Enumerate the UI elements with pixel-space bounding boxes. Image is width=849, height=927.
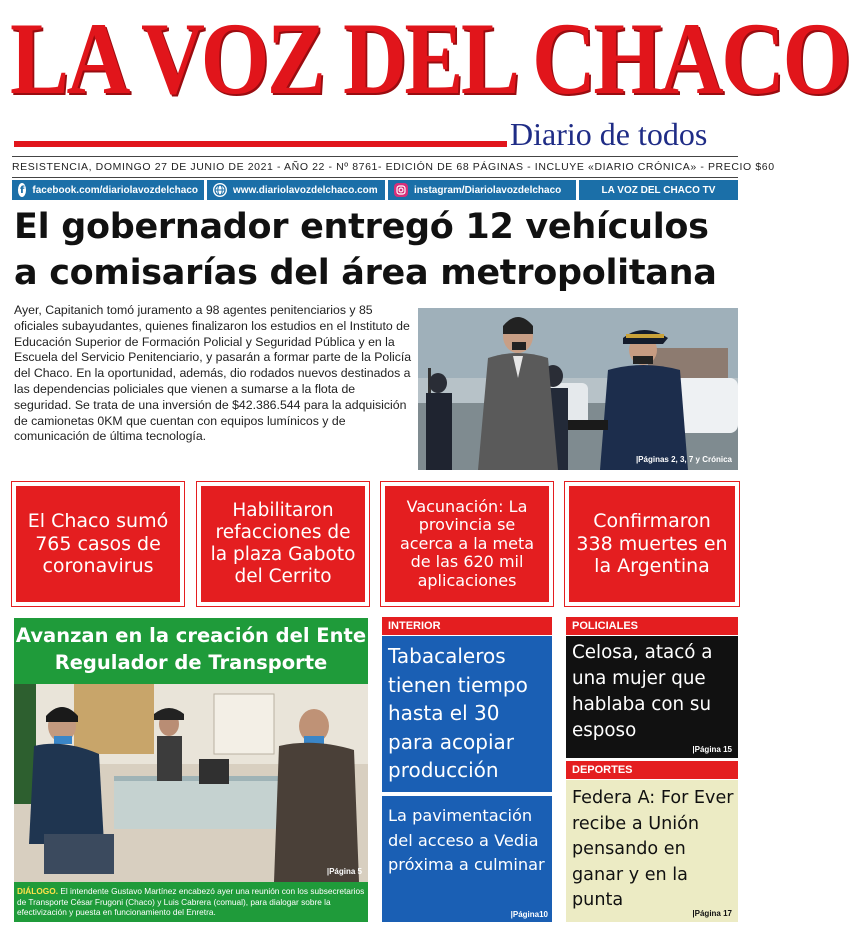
main-headline-line-2: a comisarías del área metropolitana <box>14 253 717 293</box>
masthead <box>0 0 849 160</box>
deportes-story[interactable] <box>566 780 738 922</box>
policiales-story[interactable] <box>566 636 738 758</box>
globe-icon <box>213 183 227 197</box>
social-bar <box>12 180 738 200</box>
teaser-vacunacion-text: Vacunación: La provincia se acerca a la meta de las 620 mil aplicaciones <box>399 497 535 590</box>
interior-page-ref: |Página10 <box>510 910 548 919</box>
policiales-story-text: Celosa, atacó a una mujer que hablaba con su esposo <box>572 642 713 741</box>
interior-story-tabacaleros-text: Tabacaleros tienen tiempo hasta el 30 para acopiar producción <box>388 644 528 782</box>
transport-headline: Avanzan en la creación del Ente Regulador de Transporte <box>15 624 367 674</box>
facebook-icon: f <box>18 183 26 197</box>
meeting-photo[interactable] <box>14 684 368 882</box>
interior-story-vedia-text: La pavimentación del acceso a Vedia próxima a culminar <box>388 806 545 874</box>
teaser-covid-chaco-text: El Chaco sumó 765 casos de coronavirus <box>27 509 169 578</box>
transport-caption-text: El intendente Gustavo Martínez encabezó ayer una reunión con los subsecretarios de Transporte César Frugoni (Chaco) y Luis Cabrera (comual), para dialogar sobre la efectivización y puesta en funcionamiento del Enretra. <box>17 886 365 918</box>
teaser-plaza-gaboto[interactable] <box>197 482 369 606</box>
main-photo-caption: |Páginas 2, 3, 7 y Crónica <box>635 455 732 464</box>
newspaper-title: LA VOZ DEL CHACO <box>10 2 849 116</box>
tv-link[interactable] <box>579 180 738 200</box>
facebook-link[interactable] <box>12 180 204 200</box>
teaser-muertes-argentina-text: Confirmaron 338 muertes en la Argentina <box>576 509 728 578</box>
main-lead: Ayer, Capitanich tomó juramento a 98 agentes penitenciarios y 85 oficiales subayudantes, quienes finalizaron los estudios en el Instituto de Educación Superior de Formación Policial y Seguridad Pública y en la Escuela del Servicio Penitenciario, y pasarán a formar parte de la Policía del Chaco. En la oportunidad, además, dio rodados nuevos destinados a las dependencias policiales que vienen a sumarse a la flota de seguridad. Se trata de una inversión de $42.386.544 para la adquisición de camionetas 0KM que cuentan con equipos lumínicos y de comunicación de última tecnología. <box>14 303 412 444</box>
ceremony-illustration <box>418 308 738 470</box>
policiales-page-ref: |Página 15 <box>692 745 732 754</box>
deportes-page-ref: |Página 17 <box>692 909 732 918</box>
meeting-illustration <box>14 684 368 882</box>
interior-story-vedia[interactable] <box>382 796 552 922</box>
teaser-covid-chaco[interactable] <box>12 482 184 606</box>
instagram-link[interactable] <box>388 180 576 200</box>
teaser-vacunacion[interactable] <box>381 482 553 606</box>
tv-label: LA VOZ DEL CHACO TV <box>601 184 716 196</box>
instagram-icon <box>394 183 408 197</box>
instagram-label: instagram/Diariolavozdelchaco <box>414 184 562 196</box>
dateline: RESISTENCIA, DOMINGO 27 DE JUNIO DE 2021 - AÑO 22 - Nº 8761- EDICIÓN DE 68 PÁGINAS - INCLUYE «DIARIO CRÓNICA» - PRECIO $60 <box>12 156 738 178</box>
teaser-plaza-gaboto-text: Habilitaron refacciones de la plaza Gaboto del Cerrito <box>210 499 356 588</box>
transport-caption-label: DIÁLOGO. <box>17 886 59 896</box>
teaser-muertes-argentina[interactable] <box>565 482 739 606</box>
meeting-photo-caption: |Página 5 <box>326 867 362 876</box>
transport-caption <box>17 886 365 918</box>
main-headline[interactable] <box>14 204 740 296</box>
masthead-rule <box>14 141 507 147</box>
facebook-label: facebook.com/diariolavozdelchaco <box>32 184 198 196</box>
deportes-story-text: Federa A: For Ever recibe a Unión pensando en ganar y en la punta <box>572 788 734 910</box>
website-label: www.diariolavozdelchaco.com <box>233 184 378 196</box>
main-headline-line-1: El gobernador entregó 12 vehículos <box>14 207 709 247</box>
website-link[interactable] <box>207 180 385 200</box>
section-label-deportes: DEPORTES <box>566 761 738 779</box>
section-label-policiales: POLICIALES <box>566 617 738 635</box>
transport-story[interactable] <box>14 618 368 922</box>
main-photo[interactable] <box>418 308 738 470</box>
interior-story-tabacaleros[interactable] <box>382 636 552 792</box>
section-label-interior: INTERIOR <box>382 617 552 635</box>
newspaper-subtitle: Diario de todos <box>510 116 708 152</box>
